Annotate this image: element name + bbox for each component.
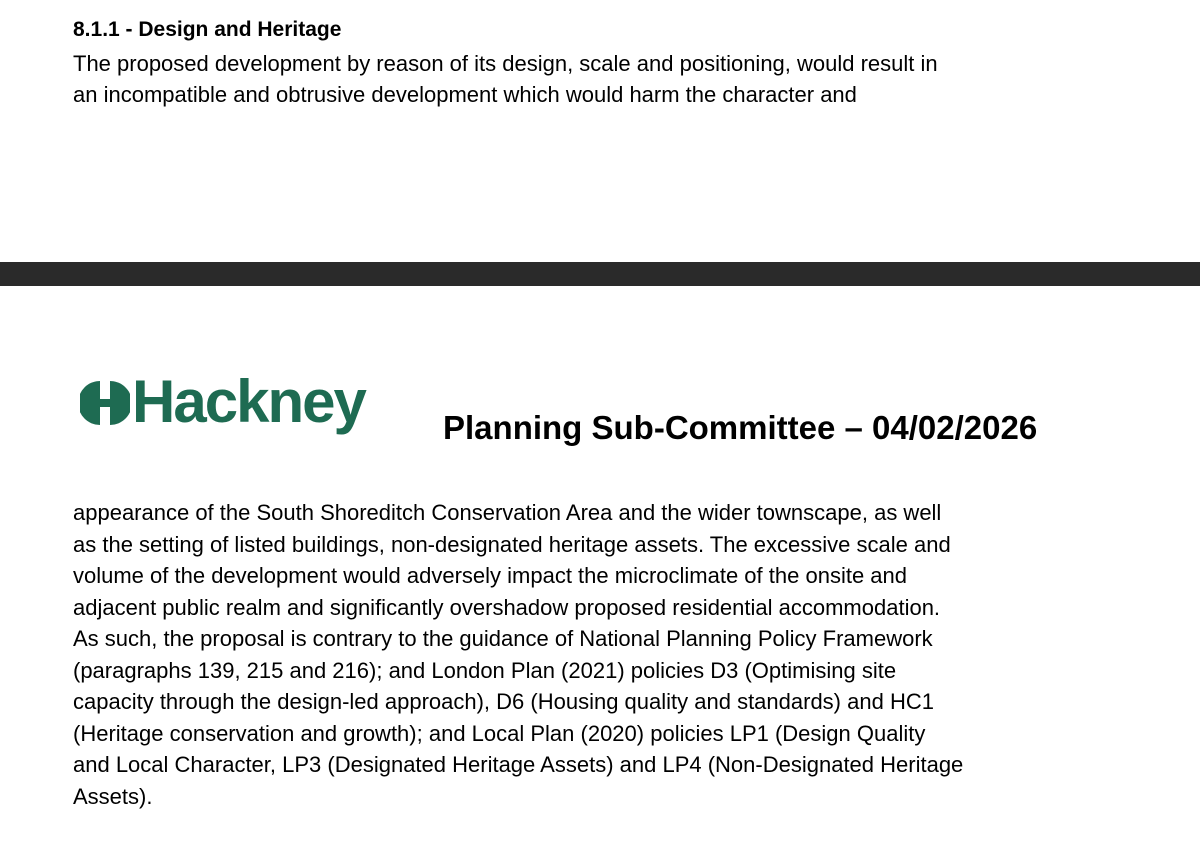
paragraph-line: as the setting of listed buildings, non-designated heritage assets. The excessive scale and	[73, 531, 951, 557]
paragraph-line: appearance of the South Shoreditch Conservation Area and the wider townscape, as well	[73, 500, 942, 525]
hackney-logo	[80, 368, 430, 438]
paragraph-line: an incompatible and obtrusive development which would harm the character and	[73, 82, 857, 107]
paragraph-line: capacity through the design-led approach), D6 (Housing quality and standards) and HC1	[73, 689, 934, 714]
top-paragraph	[73, 48, 938, 110]
paragraph-line: The proposed development by reason of its design, scale and positioning, would result in	[73, 51, 938, 76]
paragraph-line: Assets).	[73, 783, 153, 809]
hackney-h-emblem-icon	[80, 378, 130, 428]
document-page-upper	[0, 0, 1200, 262]
page-break-divider	[0, 262, 1200, 286]
paragraph-line: (Heritage conservation and growth); and Local Plan (2020) policies LP1 (Design Quality	[73, 720, 926, 746]
logo-wordmark: Hackney	[132, 368, 365, 435]
section-heading: 8.1.1 - Design and Heritage	[73, 18, 342, 41]
paragraph-line: As such, the proposal is contrary to the guidance of National Planning Policy Framework	[73, 626, 933, 651]
paragraph-line: volume of the development would adversely impact the microclimate of the onsite and	[73, 563, 907, 588]
paragraph-line: and Local Character, LP3 (Designated Heritage Assets) and LP4 (Non-Designated Heritage	[73, 752, 964, 777]
paragraph-line: adjacent public realm and significantly overshadow proposed residential accommodation.	[73, 594, 941, 620]
committee-title: Planning Sub-Committee – 04/02/2026	[443, 409, 1038, 446]
paragraph-line: (paragraphs 139, 215 and 216); and London Plan (2021) policies D3 (Optimising site	[73, 657, 897, 683]
bottom-paragraph	[73, 497, 963, 812]
